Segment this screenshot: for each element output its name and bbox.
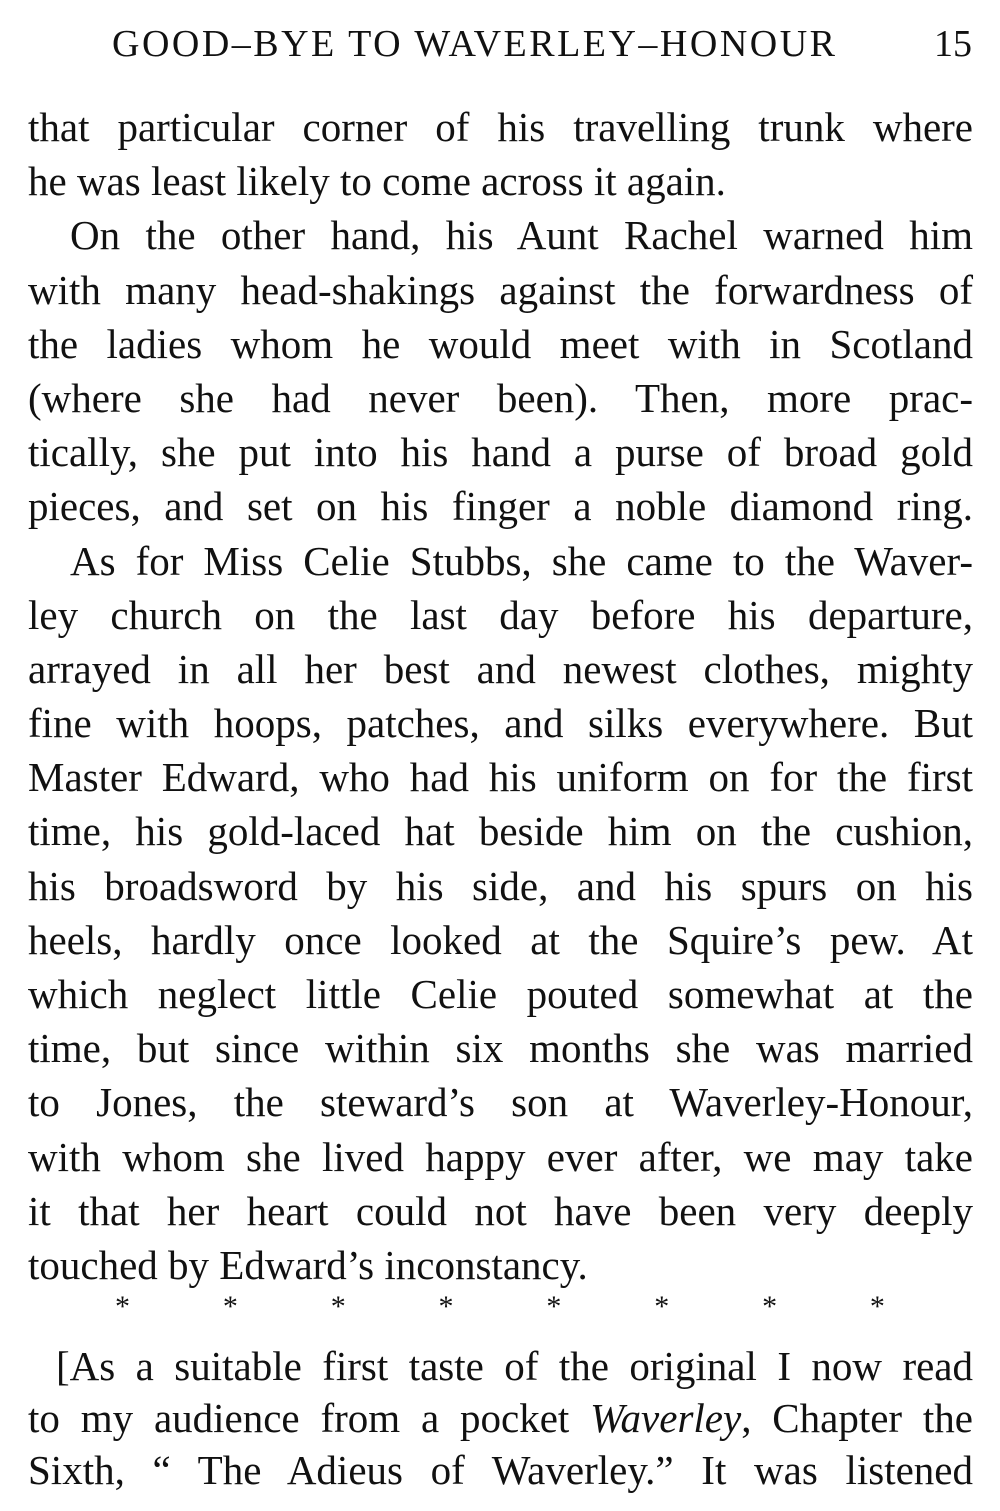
text-line: heels, hardly once looked at the Squire’s pew. At <box>28 916 973 963</box>
text-segment: to my audience from a pocket <box>28 1395 591 1441</box>
text-segment: , Chapter the <box>741 1395 973 1441</box>
text-line: ley church on the last day before his departure, <box>28 591 973 638</box>
asterisk: * <box>546 1290 562 1323</box>
asterisk: * <box>115 1290 130 1323</box>
paragraph <box>28 100 973 208</box>
asterisk: * <box>869 1290 885 1323</box>
asterisk: * <box>654 1290 670 1323</box>
text-line: which neglect little Celie pouted somewhat at the <box>28 971 973 1017</box>
text-line: the ladies whom he would meet with in Scotland <box>28 320 973 367</box>
paragraph <box>28 208 973 533</box>
paragraph <box>28 534 973 1293</box>
text-line: (where she had never been). Then, more prac- <box>28 374 973 421</box>
text-line <box>28 1392 973 1444</box>
text-line: As for Miss Celie Stubbs, she came to the Waver- <box>70 537 973 584</box>
text-line: On the other hand, his Aunt Rachel warned him <box>70 212 973 259</box>
asterisk: * <box>222 1290 238 1323</box>
text-line: pieces, and set on his finger a noble diamond ring. <box>28 483 973 530</box>
text-line: it that her heart could not have been very deeply <box>28 1187 973 1234</box>
asterisk: * <box>438 1290 454 1323</box>
text-line: time, but since within six months she was married <box>28 1025 973 1072</box>
page-header <box>0 22 1000 70</box>
asterisk: * <box>762 1290 778 1323</box>
text-line: his broadsword by his side, and his spurs on his <box>28 862 973 909</box>
text-line: fine with hoops, patches, and silks everywhere. But <box>28 700 973 747</box>
text-line: Sixth, “ The Adieus of Waverley.” It was listened <box>28 1447 973 1493</box>
text-line: with many head-shakings against the forwardness of <box>28 266 973 313</box>
text-line: he was least likely to come across it again. <box>28 158 726 205</box>
body-text <box>28 100 973 1292</box>
asterisk: * <box>330 1290 346 1323</box>
book-title: Waverley <box>590 1395 742 1441</box>
text-line: that particular corner of his travelling trunk where <box>28 104 973 150</box>
page-number: 15 <box>934 23 972 65</box>
text-line: tically, she put into his hand a purse of broad gold <box>28 429 973 476</box>
text-line: [As a suitable first taste of the original I now read <box>56 1343 973 1389</box>
text-line: with whom she lived happy ever after, we may take <box>28 1133 973 1180</box>
text-line: arrayed in all her best and newest clothes, mighty <box>28 645 973 692</box>
section-separator <box>115 1290 885 1330</box>
running-head: GOOD–BYE TO WAVERLEY–HONOUR <box>112 23 838 65</box>
text-line: touched by Edward’s inconstancy. <box>28 1241 588 1288</box>
text-line: to Jones, the steward’s son at Waverley-Honour, <box>28 1079 973 1126</box>
text-line: Master Edward, who had his uniform on for the first <box>28 754 973 801</box>
closing-paragraph <box>28 1340 973 1496</box>
text-line: time, his gold-laced hat beside him on the cushion, <box>28 808 973 855</box>
